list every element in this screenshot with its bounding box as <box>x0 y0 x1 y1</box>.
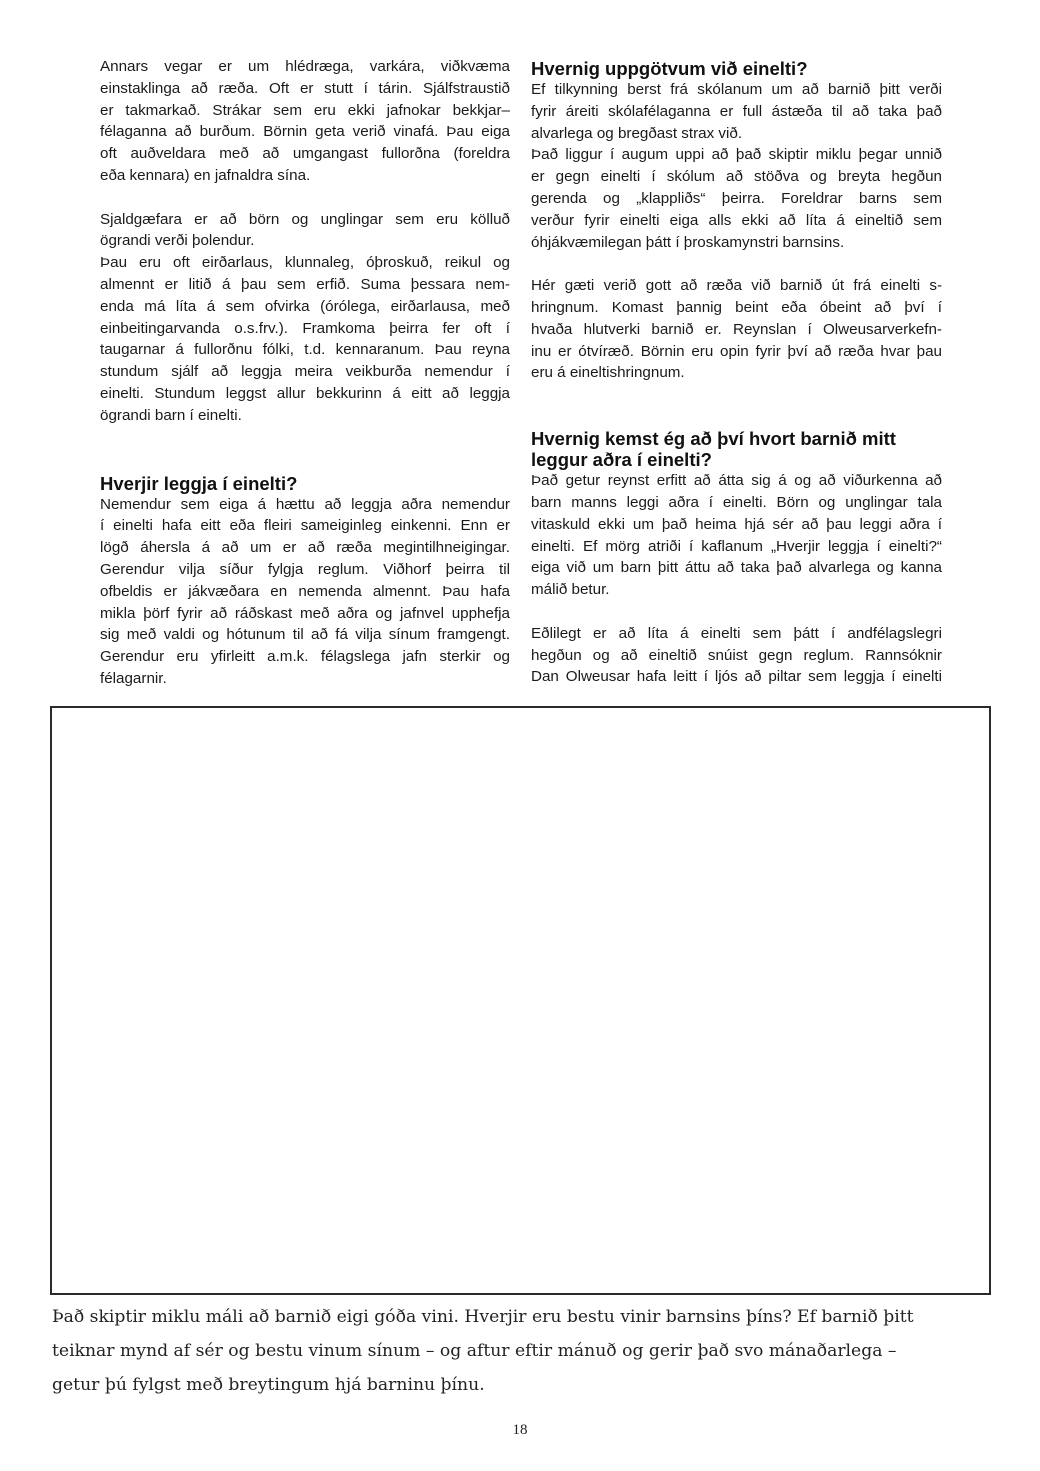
text-line: oft auðveldara með að umgangast fullorðna (foreldra <box>100 145 510 163</box>
text-line: eru á eineltishringnum. <box>531 364 685 382</box>
spacer <box>531 253 942 275</box>
text-line: eiga við um barn þitt áttu að taka það alvarlega og kanna <box>531 559 942 577</box>
text-line: Hér gæti verið gott að ræða við barnið út frá einelti s- <box>531 277 942 295</box>
drawing-caption <box>52 1300 992 1402</box>
heading-line: leggur aðra í einelti? <box>531 449 712 471</box>
text-line: Dan Olweusar hafa leitt í ljós að piltar sem leggja í einelti <box>531 668 942 686</box>
text-line: Þau eru oft eirðarlaus, klunnaleg, óþroskuð, reikul og <box>100 254 510 272</box>
text-line: Annars vegar er um hlédræga, varkára, viðkvæma <box>100 58 510 75</box>
caption-line: getur þú fylgst með breytingum hjá barninu þínu. <box>52 1375 485 1395</box>
text-line: vitaskuld ekki um það heima hjá sér að þau leggi aðra í <box>531 515 942 533</box>
text-line: einbeitingarvanda o.s.frv.). Framkoma þeirra fer oft í <box>100 319 510 337</box>
spacer <box>100 427 510 473</box>
heading-hvernig-kemst-eg <box>531 428 942 470</box>
text-line: Það liggur í augum uppi að það skiptir miklu þegar unnið <box>531 146 942 164</box>
text-line: inu er ótvíræð. Börnin eru opin fyrir því að ræða hvar þau <box>531 342 942 360</box>
text-line: hringnum. Komast þannig beint eða óbeint að því í <box>531 298 942 316</box>
intro-paragraph <box>100 56 510 187</box>
text-line: félaganna að burðum. Börnin geta verið vinafá. Þau eiga <box>100 123 510 141</box>
text-line: taugarnar á fullorðnu fólki, t.d. kennaranum. Þau reyna <box>100 341 510 359</box>
text-line: einelti. Stundum leggst allur bekkurinn á eitt að leggja <box>100 384 510 402</box>
text-line: stundum sjálf að leggja meira veikburða nemendur í <box>100 363 510 381</box>
text-line: Nemendur sem eiga á hættu að leggja aðra nemendur <box>100 495 510 513</box>
right-paragraph-3 <box>531 275 942 384</box>
text-line: alvarlega og bregðast strax við. <box>531 124 743 142</box>
text-line: eða kennara) en jafnaldra sína. <box>100 166 311 184</box>
caption-line: teiknar mynd af sér og bestu vinum sínum – og aftur eftir mánuð og gerir það svo mánaðarlega – <box>52 1341 897 1361</box>
text-line: fyrir áreiti skólafélaganna er full ástæða til að taka það <box>531 102 942 120</box>
section-heading-hverjir: Hverjir leggja í einelti? <box>100 472 298 494</box>
caption-line: Það skiptir miklu máli að barnið eigi góða vini. Hverjir eru bestu vinir barnsins þíns? Ef barnið þitt <box>52 1307 914 1327</box>
provocative-paragraph-2 <box>100 252 510 426</box>
spacer <box>531 384 942 428</box>
text-line: í einelti hafa eitt eða fleiri sameiginleg einkenni. Enn er <box>100 517 510 535</box>
right-paragraph-4 <box>531 470 942 601</box>
text-line: hvaða hlutverki barnið er. Reynslan í Olweusarverkefn- <box>531 320 942 338</box>
right-paragraph-1 <box>531 79 942 144</box>
text-line: Gerendur vilja síður fylgja reglum. Viðhorf þeirra til <box>100 560 510 578</box>
text-line: félagarnir. <box>100 669 167 687</box>
heading-line: Hvernig kemst ég að því hvort barnið mitt <box>531 428 896 450</box>
heading-hvernig-uppgotvum: Hvernig uppgötvum við einelti? <box>531 58 808 79</box>
right-paragraph-2 <box>531 144 942 253</box>
text-line: lögð áhersla á að um er að ræða megintilhneigingar. <box>100 539 510 557</box>
text-line: sig með valdi og hótunum til að fá vilja sínum framgengt. <box>100 626 510 644</box>
provocative-paragraph-1 <box>100 209 510 253</box>
text-line: hegðun og að eineltið snúist gegn reglum. Rannsóknir <box>531 646 942 664</box>
text-line: einelti. Ef mörg atriði í kaflanum „Hverjir leggja í einelti?“ <box>531 537 942 555</box>
text-line: barn manns leggi aðra í einelti. Börn og unglingar tala <box>531 493 942 511</box>
left-column <box>100 56 510 690</box>
text-line: einstaklinga að ræða. Oft er stutt í tárin. Sjálfstraustið <box>100 79 510 97</box>
section-paragraph <box>100 494 510 690</box>
right-column <box>531 58 942 688</box>
text-line: óhjákvæmilegan þátt í þroskamynstri barnsins. <box>531 233 845 251</box>
text-line: Gerendur eru yfirleitt a.m.k. félagslega jafn sterkir og <box>100 648 510 666</box>
text-line: Ef tilkynning berst frá skólanum um að barnið þitt verði <box>531 81 942 98</box>
text-line: enda má líta á sem ofvirka (órólega, eirðarlausa, með <box>100 297 510 315</box>
text-line: ofbeldis er jákvæðara en nemenda almennt. Þau hafa <box>100 582 510 600</box>
text-line: málið betur. <box>531 581 610 599</box>
text-line: Eðlilegt er að líta á einelti sem þátt í andfélagslegri <box>531 624 942 642</box>
text-line: er takmarkað. Strákar sem eru ekki jafnokar bekkjar– <box>100 101 510 119</box>
text-line: er gegn einelti í skólum að stöðva og breyta hegðun <box>531 168 942 186</box>
page-number: 18 <box>512 1422 528 1438</box>
spacer <box>100 187 510 209</box>
spacer <box>531 601 942 623</box>
drawing-frame <box>50 706 991 1295</box>
text-line: Það getur reynst erfitt að átta sig á og að viðurkenna að <box>531 472 942 490</box>
text-line: Sjaldgæfara er að börn og unglingar sem eru kölluð <box>100 210 510 228</box>
text-line: gerenda og „klappliðs“ þeirra. Foreldrar barns sem <box>531 189 942 207</box>
text-line: mikla þörf fyrir að ráðskast með aðra og jafnvel upphefja <box>100 604 510 622</box>
text-line: verður fyrir einelti eiga alls ekki að líta á eineltið sem <box>531 211 942 229</box>
right-paragraph-5 <box>531 623 942 688</box>
text-line: ögrandi barn í einelti. <box>100 406 242 424</box>
text-line: ögrandi verði þolendur. <box>100 232 255 250</box>
text-line: almennt er litið á þau sem erfið. Suma þessara nem- <box>100 275 510 293</box>
